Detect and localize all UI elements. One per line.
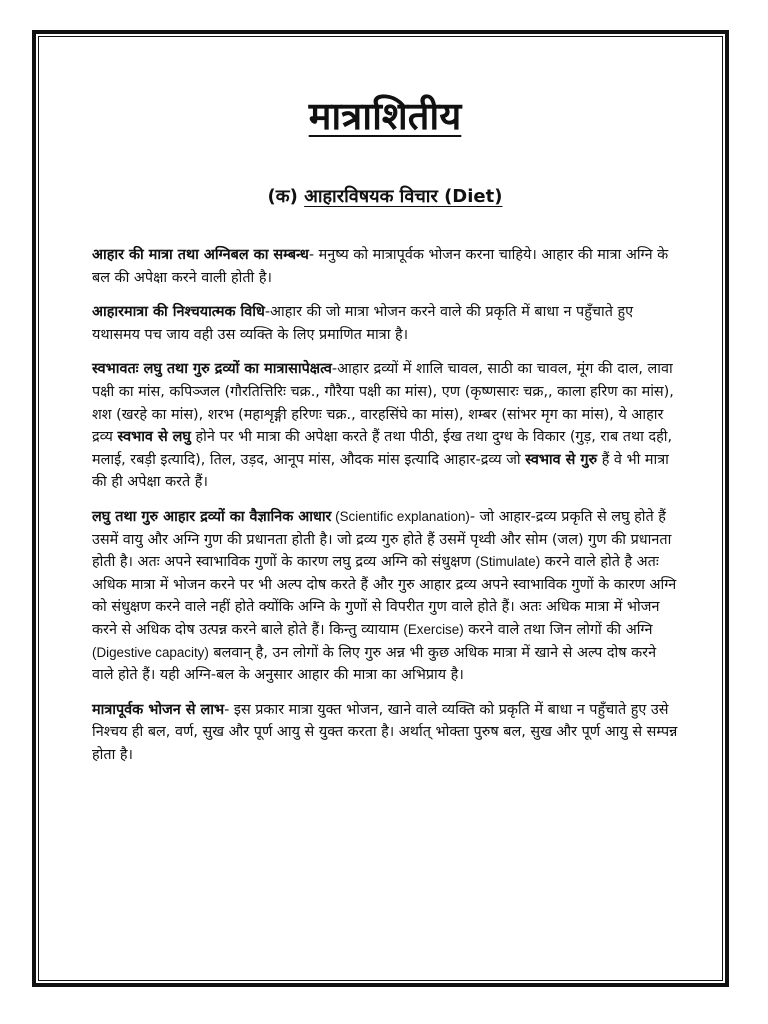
english-term: (Digestive capacity) (92, 644, 209, 660)
subtitle-text: आहारविषयक विचार (Diet) (304, 186, 503, 207)
paragraph-body: - जो आहार-द्रव्य प्रकृति से लघु होते हैं उसमें वायु और अग्नि गुण की प्रधानता होती है। जो द्रव्य गुरु होते हैं उसमें पृथ्वी और सोम (जल) गुण की प्रधानता होती है। अतः अपने स्वाभाविक गुणों के कारण लघु द्रव्य अग्नि को संधुक्षण (92, 508, 672, 571)
paragraph-body: - इस प्रकार मात्रा युक्त भोजन, खाने वाले व्यक्ति को प्रकृति में बाधा न पहुँचाते हुए उसे निश्चय ही बल, वर्ण, सुख और पूर्ण आयु से युक्त करता है। अर्थात् भोक्ता पुरुष बल, सुख और पूर्ण आयु से सम्पन्न होता है। (92, 701, 678, 763)
emphasis-heavy: स्वभाव से गुरु (525, 451, 598, 468)
paragraph-heading: मात्रापूर्वक भोजन से लाभ (92, 701, 225, 718)
paragraph-body: हैं वे भी मात्रा की ही अपेक्षा करते हैं। (92, 451, 669, 491)
paragraph-scientific-basis (92, 506, 678, 687)
paragraph-quantity-agni (92, 244, 678, 289)
paragraph-body: करने वाले तथा जिन लोगों की अग्नि (463, 621, 653, 638)
paragraph-body: होने पर भी मात्रा की अपेक्षा करते हैं तथा पीठी, ईख तथा दुग्ध के विकार (गुड़, राब तथा दही, मलाई, रबड़ी इत्यादि), तिल, उड़द, आनूप मांस, औदक मांस इत्यादि आहार-द्रव्य जो (92, 429, 673, 468)
page-title-text: मात्राशितीय (308, 94, 462, 138)
paragraph-heading: स्वभावतः लघु तथा गुरु द्रव्यों का मात्रासापेक्षत्व (92, 361, 332, 378)
english-term: (Exercise) (403, 621, 464, 637)
paragraph-body: - मनुष्य को मात्रापूर्वक भोजन करना चाहिये। आहार की मात्रा अग्नि के बल की अपेक्षा करने वाली होती है। (92, 247, 669, 286)
paragraph-benefits (92, 699, 678, 767)
paragraph-body: करने वाले होते है अतः अधिक मात्रा में भोजन करने पर भी अल्प दोष करते हैं और गुरु आहार द्रव्य अपने स्वाभाविक गुणों के कारण अग्नि को संधुक्षण करने वाले नहीं होते क्योंकि अग्नि के गुणों से विपरीत गुण वाले होते हैं। अतः अधिक मात्रा में भोजन करने से अधिक दोष उत्पन्न करने बाले होते हैं। किन्तु व्यायाम (92, 554, 677, 638)
subtitle-prefix: (क) (267, 186, 298, 207)
paragraph-heading: लघु तथा गुरु आहार द्रव्यों का वैज्ञानिक आधार (92, 508, 332, 525)
paragraph-heading: आहारमात्रा की निश्चयात्मक विधि (92, 304, 265, 321)
emphasis-light: स्वभाव से लघु (117, 429, 191, 446)
paragraph-quantity-method (92, 301, 678, 346)
paragraph-body: -आहार द्रव्यों में शालि चावल, साठी का चावल, मूंग की दाल, लावा पक्षी का मांस, कपिञ्जल (गौरतित्तिरिः चक्र., गौरैया पक्षी का मांस), एण (कृष्णसारः चक्र,, काला हरिण का मांस), शश (खरहे का मांस), शरभ (महाशृङ्गी हरिणः चक्र., वारहसिंघे का मांस), शम्बर (सांभर मृग का मांस), ये आहार द्रव्य (92, 361, 674, 446)
paragraph-light-heavy-foods (92, 358, 678, 494)
english-term: (Scientific explanation) (331, 508, 470, 524)
paragraph-heading: आहार की मात्रा तथा अग्निबल का सम्बन्ध (92, 247, 309, 263)
document-content (92, 90, 678, 778)
paragraph-body: बलवान् है, उन लोगों के लिए गुरु अन्न भी कुछ अधिक मात्रा में खाने से अल्प दोष करने वाले होते हैं। यही अग्नि-बल के अनुसार आहार की मात्रा का अभिप्राय है। (92, 644, 657, 684)
paragraph-body: -आहार की जो मात्रा भोजन करने वाले की प्रकृति में बाधा न पहुँचाते हुए यथासमय पच जाय वही उस व्यक्ति के लिए प्रमाणित मात्रा है। (92, 304, 634, 343)
english-term: (Stimulate) (475, 554, 541, 570)
page-title (92, 90, 678, 142)
section-subtitle (92, 184, 678, 210)
